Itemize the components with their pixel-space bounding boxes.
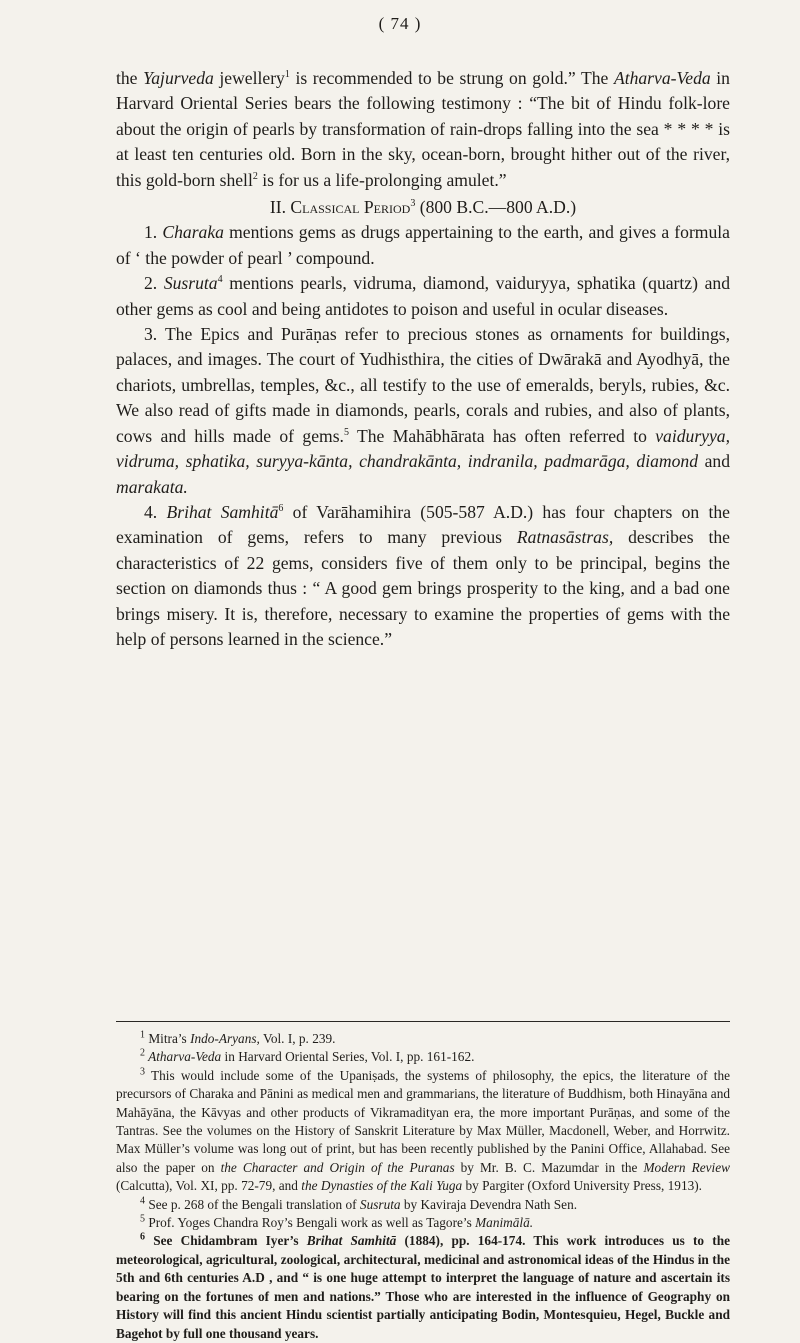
page-number: ( 74 ) xyxy=(378,14,422,33)
paragraph-continued: the Yajurveda jewellery$^1$ is recommended to be strung on gold.” The Atharva-Veda in Harvard Oriental Series bears the following testimony : “The bit of Hindu folk-lore about the origin of pearls by transformation of rain-drops falling into the sea * * * * is at least ten centuries old. Born in the sky, ocean-born, brought hither out of the river, this gold-born shell$^2$ is for us a life-prolonging amulet.” xyxy=(116,68,730,190)
footnote-5: $^5$ Prof. Yoges Chandra Roy’s Bengali work as well as Tagore’s Manimālā. xyxy=(140,1213,534,1231)
paragraph-susruta: 2. Susruta$^4$ mentions pearls, vidruma, diamond, vaiduryya, sphatika (quartz) and other gems as cool and being antidotes to poison and useful in ocular diseases. xyxy=(116,273,731,319)
footnotes xyxy=(116,1030,730,1343)
section-heading: II. Classical Period$^3$ (800 B.C.—800 A.D.) xyxy=(269,197,577,218)
footnote-1: $^1$ Mitra’s Indo-Aryans, Vol. I, p. 239. xyxy=(140,1029,336,1046)
footnote-ref: 2 xyxy=(252,170,258,182)
footnote-4: $^4$ See p. 268 of the Bengali translation of Susruta by Kaviraja Devendra Nath Sen. xyxy=(140,1195,578,1212)
footnote-ref: 4 xyxy=(217,274,223,286)
paragraph-epics: 3. The Epics and Purāṇas refer to precious stones as ornaments for buildings, palaces, and images. The court of Yudhisthira, the cities of Dwārakā and Ayodhyā, the chariots, umbrellas, temples, &c., all testify to the use of emeralds, beryls, rubies, &c. We also read of gifts made in diamonds, pearls, corals and rubies, and also of plants, cows and hills made of gems.$^5$ The Mahābhārata has often referred to vaiduryya, vidruma, sphatika, suryya-kānta, chandrakānta, indranila, padmarāga, diamond and marakata. xyxy=(116,324,730,497)
footnote-ref: 6 xyxy=(278,503,284,515)
paragraph-charaka: 1. Charaka mentions gems as drugs appertaining to the earth, and gives a formula of ‘ the powder of pearl ’ compound. xyxy=(116,222,730,268)
footnote-ref: 1 xyxy=(284,69,290,81)
footnote-6: $^6$ See Chidambram Iyer’s Brihat Samhitā (1884), pp. 164-174. This work introduces us to the meteorological, agricultural, zoological, architectural, medicinal and astronomical ideas of the Hindus in the 5th and 6th centuries A.D , and “ is one huge attempt to interpret the language of nature and ascertain its bearing on the fortunes of men and nations.” Those who are interested in the influence of Geography on History will find this ancient Hindu scientist partially anticipating Bodin, Montesquieu, Hegel, Buckle and Bagehot by full one thousand years. xyxy=(116,1232,730,1341)
footnote-3: $^3$ This would include some of the Upaniṣads, the systems of philosophy, the epics, the literature of the precursors of Charaka and Pānini as medical men and grammarians, the literature of Buddhism, both Hinayāna and Mahāyāna, the Kāvyas and other products of Vikramadityan era, the more important Purāṇas, and some of the Tantras. See the volumes on the History of Sanskrit Literature by Max Müller, Macdonell, Weber, and Horrwitz. Max Müller’s volume was long out of print, but has been recently published by the Panini Office, Allahabad. See also the paper on the Character and Origin of the Puranas by Mr. B. C. Mazumdar in the Modern Review (Calcutta), Vol. XI, pp. 72-79, and the Dynasties of the Kali Yuga by Pargiter (Oxford University Press, 1913). xyxy=(116,1066,730,1194)
footnote-ref: 3 xyxy=(410,198,416,210)
footnote-2: $^2$ Atharva-Veda in Harvard Oriental Series, Vol. I, pp. 161-162. xyxy=(140,1047,475,1065)
footnote-divider xyxy=(116,1021,730,1022)
main-text xyxy=(116,66,730,652)
footnote-ref: 5 xyxy=(343,426,349,438)
paragraph-brihat-samhita: 4. Brihat Samhitā$^6$ of Varāhamihira (505-587 A.D.) has four chapters on the examination of gems, refers to many previous Ratnasāstras, describes the characteristics of 22 gems, considers five of them only to be principal, begins the section on diamonds thus : “ A good gem brings prosperity to the king, and a bad one brings misery. It is, therefore, necessary to examine the properties of gems with the help of persons learned in the science.” xyxy=(116,501,730,649)
